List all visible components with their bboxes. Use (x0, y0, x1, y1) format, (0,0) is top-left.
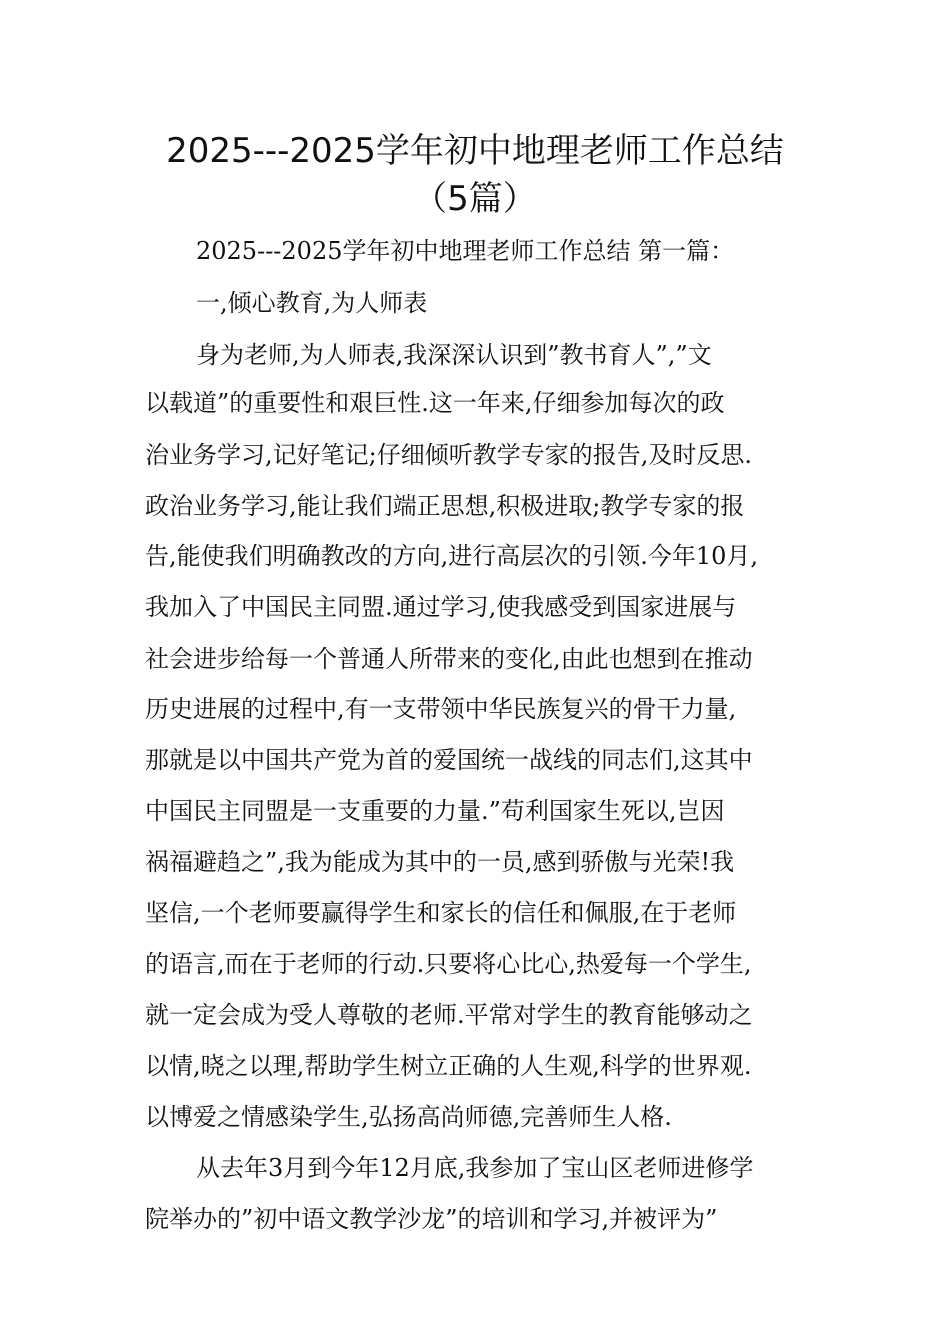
article-subtitle: 2025---2025学年初中地理老师工作总结 第一篇： (196, 237, 735, 265)
body-line: 那就是以中国共产党为首的爱国统一战线的同志们,这其中 (145, 746, 753, 774)
body-line: 从去年3月到今年12月底,我参加了宝山区老师进修学 (196, 1154, 754, 1182)
body-line: 以载道”的重要性和艰巨性.这一年来,仔细参加每次的政 (145, 389, 725, 417)
body-line: 就一定会成为受人尊敬的老师.平常对学生的教育能够动之 (145, 1001, 753, 1029)
body-line: 中国民主同盟是一支重要的力量.”苟利国家生死以,岂因 (145, 797, 725, 825)
body-line: 治业务学习,记好笔记;仔细倾听教学专家的报告,及时反思. (145, 441, 752, 469)
section-heading: 一,倾心教育,为人师表 (196, 289, 428, 317)
body-line: 我加入了中国民主同盟.通过学习,使我感受到国家进展与 (145, 593, 737, 621)
body-line: 祸福避趋之”,我为能成为其中的一员,感到骄傲与光荣!我 (145, 848, 735, 876)
body-line: 政治业务学习,能让我们端正思想,积极进取;教学专家的报 (145, 492, 745, 520)
body-line: 的语言,而在于老师的行动.只要将心比心,热爱每一个学生, (145, 950, 752, 978)
document-title-line-2: （5篇） (413, 179, 537, 219)
body-line: 以博爱之情感染学生,弘扬高尚师德,完善师生人格. (145, 1103, 672, 1131)
body-line: 社会进步给每一个普通人所带来的变化,由此也想到在推动 (145, 645, 753, 673)
body-line: 身为老师,为人师表,我深深认识到”教书育人”,”文 (196, 341, 712, 369)
document-title-line-1: 2025---2025学年初中地理老师工作总结 (166, 131, 784, 171)
body-line: 告,能使我们明确教改的方向,进行高层次的引领.今年10月, (145, 542, 759, 570)
body-line: 院举办的”初中语文教学沙龙”的培训和学习,并被评为” (145, 1205, 718, 1233)
body-line: 历史进展的过程中,有一支带领中华民族复兴的骨干力量, (145, 695, 737, 723)
body-line: 坚信,一个老师要赢得学生和家长的信任和佩服,在于老师 (145, 899, 737, 927)
body-line: 以情,晓之以理,帮助学生树立正确的人生观,科学的世界观. (145, 1052, 752, 1080)
